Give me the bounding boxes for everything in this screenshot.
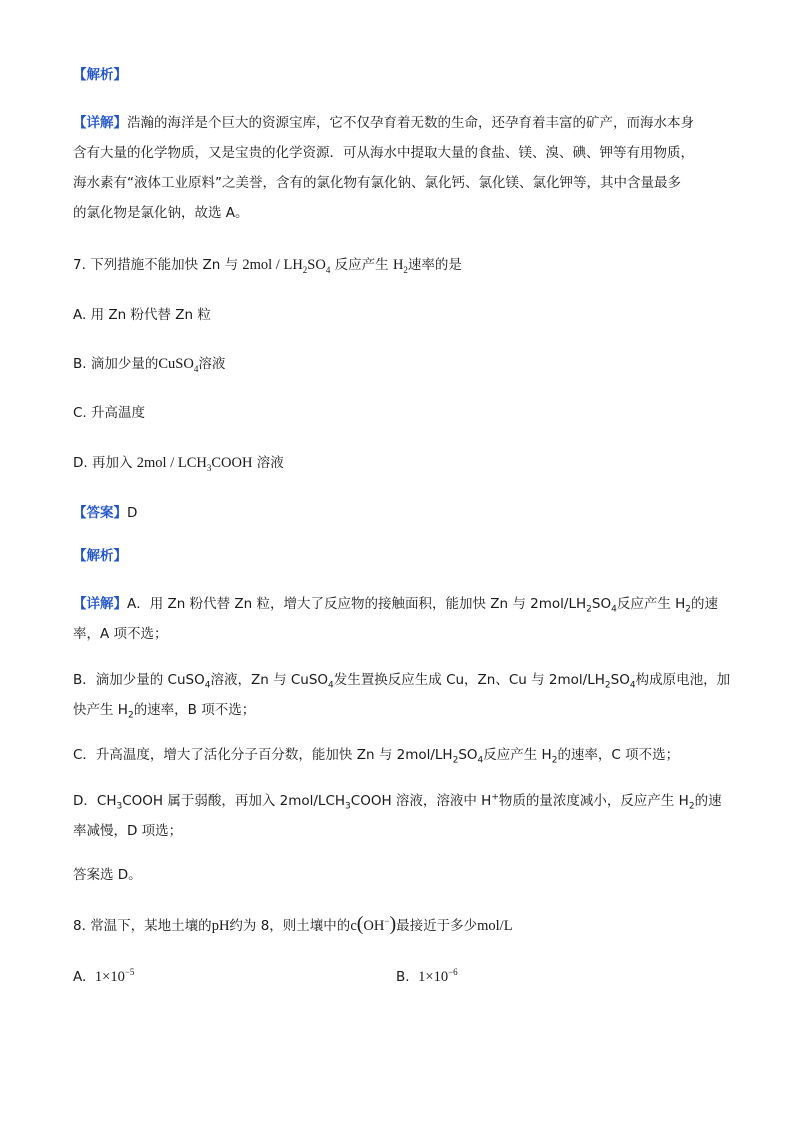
question-8-option-b: B. $1\times 10^{-6}$ xyxy=(396,967,458,985)
question-8-option-a: A. $1\times 10^{-5}$ xyxy=(73,967,135,985)
question-7-option-d: D. 再加入 $2mol / LCH_3COOH$ 溶液 xyxy=(73,455,284,473)
analysis-heading-2: 【解析】 xyxy=(73,548,127,564)
explanation-a: 【详解】A．用 Zn 粉代替 Zn 粒，增大了反应物的接触面积，能加快 Zn 与 $2mol/LH_2SO_4$反应产生 $H_2$的速 率，A 项不选； xyxy=(73,596,719,642)
question-7-option-a: A. 用 Zn 粉代替 Zn 粒 xyxy=(73,307,211,323)
explanation-d: D．$CH_3COOH$ 属于弱酸，再加入 $2mol/LCH_3COOH$ 溶液，溶液中 H+物质的量浓度减小，反应产生 $H_2$的速 率减慢，D 项选； xyxy=(73,792,722,839)
question-7-option-b: B. 滴加少量的CuSO$_4$溶液 xyxy=(73,356,226,374)
analysis-heading-1: 【解析】 xyxy=(73,67,127,83)
detail-paragraph-1: 【详解】浩瀚的海洋是个巨大的资源宝库，它不仅孕育着无数的生命，还孕育着丰富的矿产，而海水本身 含有大量的化学物质，又是宝贵的化学资源．可从海水中提取大量的食盐、镁、溴、碘、钾等有用物质， 海水素有“液体工业原料”之美誉，含有的氯化物有氯化钠、氯化钙、氯化镁、氯化钾等，其中含量最多 的氯化物是氯化钠，故选 A。 xyxy=(73,115,694,221)
explanation-c: C．升高温度，增大了活化分子百分数，能加快 Zn 与 $2mol/LH_2SO_4$反应产生 $H_2$的速率，C 项不选； xyxy=(73,747,680,766)
explanation-b: B．滴加少量的 CuSO$_4$溶液，Zn 与 CuSO$_4$发生置换反应生成 Cu，Zn、Cu 与 $2mol/LH_2SO_4$构成原电池，加 快产生 $H_2$的速率，B 项不选； xyxy=(73,672,731,721)
question-7-stem: 7. 下列措施不能加快 Zn 与 $2mol / LH_2SO_4$ 反应产生 $H_2$速率的是 xyxy=(73,257,462,275)
question-8-options xyxy=(73,962,723,992)
question-7-option-c: C. 升高温度 xyxy=(73,405,146,421)
question-8-stem: 8. 常温下，某地土壤的pH约为 8，则土壤中的c(OH−)最接近于多少mol/L xyxy=(73,913,513,935)
question-7-answer: 【答案】D xyxy=(73,505,138,521)
question-7-conclusion: 答案选 D。 xyxy=(73,867,142,883)
